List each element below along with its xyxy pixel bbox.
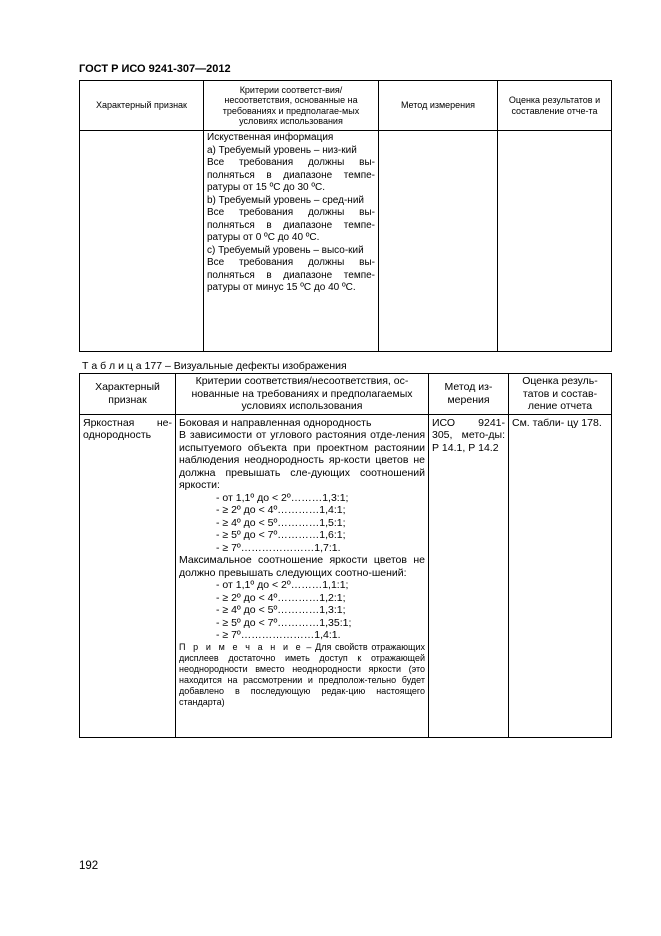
feature-cell <box>80 131 204 352</box>
criteria-line: а) Требуемый уровень – низ-кий <box>207 144 357 156</box>
criteria-intro: В зависимости от углового растояния отде-ления испытуемого объекта при проектном растоянии наблюдения неоднородность яр-кости цветов не должна превышать сле-дующих соотношений яркости: <box>179 429 425 491</box>
caption-text: 177 – Визуальные дефекты изображения <box>144 360 347 372</box>
feature-cell: Яркостная не-однородность <box>80 414 176 737</box>
col-header-method: Метод измерения <box>379 81 498 131</box>
ratio-line: - ≥ 5º до < 7º…………1,6:1; <box>216 529 346 541</box>
col-header-criteria: Критерии соответст-вия/несоответствия, основанные на требованиях и предполагае-мых условиях использования <box>204 81 379 131</box>
ratio-line: - ≥ 7º…………………1,7:1. <box>216 541 341 554</box>
col-header-result: Оценка результатов и составление отче-та <box>498 81 612 131</box>
table-continued <box>79 80 612 352</box>
criteria-title: Боковая и направленная однородность <box>179 416 372 429</box>
caption-prefix: Т а б л и ц а <box>82 360 142 372</box>
col-header-feature: Характерный признак <box>80 81 204 131</box>
result-cell: См. табли- цу 178. <box>509 414 612 737</box>
table-caption <box>82 360 347 372</box>
criteria-line: Все требования должны вы-полняться в диапазоне темпе-ратуры от 0 ºС до 40 ºС. <box>207 207 375 243</box>
table-header-row <box>80 374 612 415</box>
note-text: – Для свойств отражающих дисплеев достаточно иметь доступ к отражающей неоднородности вместо неоднородности яркости (это находится на рассмотрении и предполож-тельно будет добавлено в последующую редак-цию настоящего стандарта) <box>179 641 425 707</box>
criteria-line: b) Требуемый уровень – сред-ний <box>207 194 364 206</box>
ratio-line: - ≥ 5º до < 7º…………1,35:1; <box>216 616 352 629</box>
ratio-line: - от 1,1º до < 2º………1,3:1; <box>216 491 349 504</box>
criteria-line: с) Требуемый уровень – высо-кий <box>207 244 364 256</box>
ratio-line: - ≥ 2º до < 4º…………1,2:1; <box>216 591 346 604</box>
col-header-feature: Характерный признак <box>80 374 176 415</box>
ratio-line: - ≥ 7º…………………1,4:1. <box>216 629 341 641</box>
ratio-line: - от 1,1º до < 2º………1,1:1; <box>216 579 349 591</box>
page-number: 192 <box>79 860 99 872</box>
document-title: ГОСТ Р ИСО 9241-307—2012 <box>79 63 231 75</box>
table-row <box>80 414 612 737</box>
ratio-line: - ≥ 4º до < 5º…………1,5:1; <box>216 516 346 529</box>
table-row <box>80 131 612 352</box>
table-header-row <box>80 81 612 131</box>
ratio-line: - ≥ 2º до < 4º…………1,4:1; <box>216 504 346 516</box>
result-cell <box>498 131 612 352</box>
criteria-cell <box>176 414 429 737</box>
criteria-cell <box>204 131 379 352</box>
ratio-line: - ≥ 4º до < 5º…………1,3:1; <box>216 604 346 616</box>
criteria-max: Максимальное соотношение яркости цветов не должно превышать следующих соотно-шений: <box>179 554 425 579</box>
method-cell <box>379 131 498 352</box>
col-header-criteria: Критерии соответствия/несоответствия, ос-нованные на требованиях и предполагаемых условиях использования <box>176 374 429 415</box>
method-cell: ИСО 9241-305, мето-ды: Р 14.1, Р 14.2 <box>429 414 509 737</box>
note-label: П р и м е ч а н и е <box>179 641 303 652</box>
criteria-line: Искуственная информация <box>207 132 334 143</box>
table-177 <box>79 373 612 738</box>
criteria-line: Все требования должны вы-полняться в диапазоне темпе-ратуры от 15 ºС до 30 ºС. <box>207 157 375 193</box>
criteria-line: Все требования должны вы-полняться в диапазоне темпе-ратуры от минус 15 ºС до 40 ºС. <box>207 257 375 293</box>
col-header-result: Оценка резуль-татов и состав-ление отчета <box>509 374 612 415</box>
col-header-method: Метод из-мерения <box>429 374 509 415</box>
note <box>179 642 425 708</box>
